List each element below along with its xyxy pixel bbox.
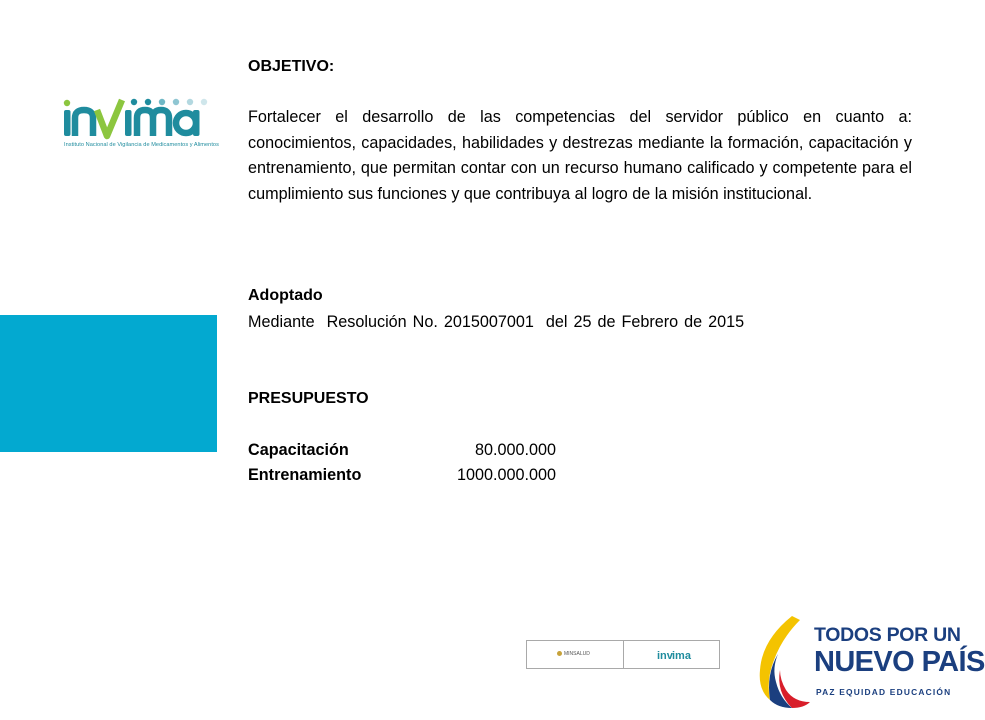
- minsalud-logo-text: MINSALUD: [564, 651, 590, 657]
- objetivo-heading: OBJETIVO:: [248, 58, 335, 75]
- colombia-flag-swoosh-icon: [752, 612, 822, 712]
- invima-mini-logo: [657, 648, 691, 666]
- budget-value: 1000.000.000: [456, 466, 556, 484]
- slogan-line-1: TODOS POR UN: [814, 624, 961, 646]
- invima-logo: [62, 96, 240, 156]
- minsalud-logo: [557, 651, 590, 657]
- budget-label: Entrenamiento: [248, 466, 362, 484]
- accent-block: [0, 315, 217, 452]
- svg-text:ima: ima: [672, 650, 691, 662]
- invima-logo-mark: [62, 96, 240, 144]
- adoptado-heading: Adoptado: [248, 287, 323, 304]
- objetivo-paragraph: Fortalecer el desarrollo de las competencias del servidor público en cuanto a: conocimientos, capacidades, habilidades y destrezas mediante la formación, capacitación y entrenamiento, que permitan contar con un recurso humano calificado y competente para el cumplimiento sus funciones y que contribuya al logro de la misión institucional.: [248, 108, 912, 203]
- adoptado-text: Mediante Resolución No. 2015007001 del 25 de Febrero de 2015: [248, 313, 745, 331]
- gobierno-slogan-logo: [752, 612, 985, 712]
- seal-icon: [557, 651, 562, 656]
- logo-tagline: Instituto Nacional de Vigilancia de Medicamentos y Alimentos: [64, 142, 219, 148]
- footer-logos-box: [526, 640, 720, 669]
- budget-row: [248, 441, 568, 465]
- budget-value: 80.000.000: [474, 441, 556, 459]
- invima-mini-logo-mark: [657, 649, 691, 661]
- footer-divider: [623, 641, 624, 668]
- slogan-line-3: PAZ EQUIDAD EDUCACIÓN: [816, 687, 952, 697]
- slogan-line-2: NUEVO PAÍS: [814, 646, 985, 678]
- budget-label: Capacitación: [248, 441, 349, 459]
- presupuesto-heading: PRESUPUESTO: [248, 390, 369, 407]
- budget-row: [248, 466, 568, 490]
- svg-text:inv: inv: [657, 650, 673, 662]
